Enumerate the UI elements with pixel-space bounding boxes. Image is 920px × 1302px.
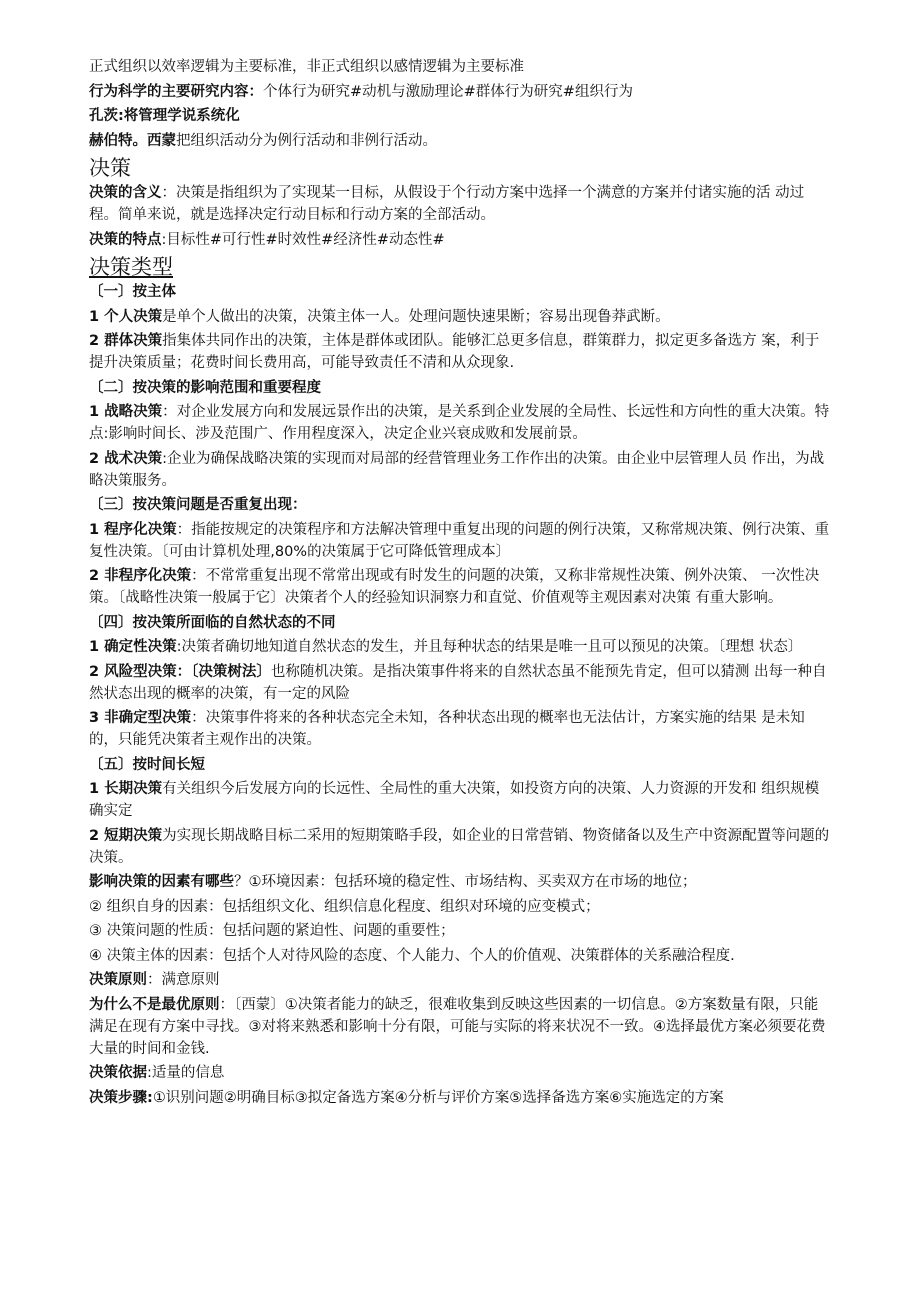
- para-bold: 赫伯特。西蒙: [89, 132, 176, 149]
- item-bold: 影响决策的因素有哪些: [89, 874, 234, 890]
- item-bold: 3 非确定型决策: [89, 710, 192, 726]
- item-1: [89, 306, 831, 328]
- item-3: [89, 377, 831, 399]
- item-bold: 1 个人决策: [89, 308, 163, 325]
- item-text: ④ 决策主体的因素：包括个人对待风险的态度、个人能力、个人的价值观、决策群体的关系融洽程度.: [89, 947, 735, 964]
- item-text: ② 组织自身的因素：包括组织文化、组织信息化程度、组织对环境的应变模式；: [89, 898, 600, 915]
- para-1: [89, 81, 831, 103]
- para-bold: 决策的特点: [89, 231, 162, 248]
- para-0: [89, 56, 831, 78]
- item-bold: 2 短期决策: [89, 827, 163, 844]
- item-21: [89, 994, 831, 1060]
- item-bold: 〔三〕按决策问题是否重复出现：: [89, 497, 307, 513]
- item-bold: 〔五〕按时间长短: [89, 756, 205, 773]
- item-9: [89, 612, 831, 634]
- item-text: 也称随机决策。是指决策事件将来的自然状态虽不能预先肯定，但可以猜测 出每一种自然状态出现的概率的决策，有一定的风险: [89, 663, 827, 702]
- item-11: [89, 661, 831, 705]
- item-16: [89, 871, 831, 893]
- item-bold: 〔一〕按主体: [89, 284, 176, 300]
- item-bold: 1 长期决策: [89, 781, 163, 797]
- item-5: [89, 448, 831, 492]
- item-bold: 〔四〕按决策所面临的自然状态的不同: [89, 614, 336, 631]
- para-text: 正式组织以效率逻辑为主要标准，非正式组织以感情逻辑为主要标准: [89, 59, 524, 75]
- para-2: [89, 105, 831, 127]
- decision-types-body: [89, 281, 831, 1109]
- item-13: [89, 754, 831, 776]
- item-10: [89, 636, 831, 658]
- item-bold: 2 风险型决策：〔决策树法〕: [89, 663, 271, 680]
- item-bold: 为什么不是最优原则: [89, 996, 220, 1013]
- item-2: [89, 330, 831, 374]
- item-text: ：指能按规定的决策程序和方法解决管理中重复出现的问题的例行决策，又称常规决策、例行决策、重复性决策。〔可由计算机处理,80%的决策属于它可降低管理成本〕: [89, 521, 830, 560]
- para-definition: [89, 182, 831, 226]
- item-14: [89, 778, 831, 822]
- item-bold: 2 战术决策: [89, 450, 163, 467]
- item-0: [89, 281, 831, 303]
- item-22: [89, 1062, 831, 1084]
- item-text: ：〔西蒙〕①决策者能力的缺乏，很难收集到反映这些因素的一切信息。②方案数量有限，只能满足在现有方案中寻找。③对将来熟悉和影响十分有限，可能与实际的将来状况不一致。④选择最优方案必须要花费大量的时间和金钱.: [89, 996, 826, 1057]
- para-bold: 孔茨:将管理学说系统化: [89, 108, 240, 124]
- item-4: [89, 401, 831, 445]
- item-bold: 1 确定性决策: [89, 639, 177, 655]
- item-bold: 1 战略决策: [89, 404, 163, 420]
- section-heading-decision-types: 决策类型: [89, 255, 173, 279]
- item-7: [89, 519, 831, 563]
- document-page: [89, 56, 831, 1111]
- para-features: [89, 229, 831, 251]
- item-text: 有关组织今后发展方向的长远性、全局性的重大决策，如投资方向的决策、人力资源的开发和 组织规模确实定: [89, 781, 820, 819]
- item-bold: 1 程序化决策: [89, 521, 177, 538]
- item-8: [89, 565, 831, 609]
- para-text: 个体行为研究#动机与激励理论#群体行为研究#组织行为: [263, 83, 633, 100]
- item-bold: 决策依据: [89, 1065, 147, 1081]
- para-bold: 行为科学的主要研究内容：: [89, 83, 263, 100]
- item-19: [89, 945, 831, 967]
- item-text: ：满意原则: [147, 972, 220, 988]
- item-23: [89, 1087, 831, 1109]
- item-text: :企业为确保战略决策的实现而对局部的经营管理业务工作作出的决策。由企业中层管理人员 作出，为战略决策服务。: [89, 450, 825, 489]
- item-bold: 决策步骤:: [89, 1089, 153, 1106]
- para-text: ：决策是指组织为了实现某一目标，从假设于个行动方案中选择一个满意的方案并付诸实施的活 动过程。简单来说，就是选择决定行动目标和行动方案的全部活动。: [89, 185, 805, 223]
- item-text: 为实现长期战略目标二采用的短期策略手段，如企业的日常营销、物资储备以及生产中资源配置等问题的决策。: [89, 827, 830, 866]
- item-15: [89, 825, 831, 869]
- item-bold: 〔二〕按决策的影响范围和重要程度: [89, 379, 321, 396]
- item-text: ：决策事件将来的各种状态完全未知，各种状态出现的概率也无法估计，方案实施的结果 是未知的，只能凭决策者主观作出的决策。: [89, 710, 805, 748]
- item-bold: 2 非程序化决策: [89, 568, 192, 584]
- para-3: [89, 130, 831, 152]
- section-heading-decision: 决策: [89, 156, 131, 180]
- item-text: :决策者确切地知道自然状态的发生，并且每种状态的结果是唯一且可以预见的决策。〔理想 状态〕: [176, 639, 803, 655]
- item-text: ：对企业发展方向和发展远景作出的决策，是关系到企业发展的全局性、长远性和方向性的重大决策。特点:影响时间长、涉及范围广、作用程度深入，决定企业兴衰成败和发展前景。: [89, 404, 830, 442]
- item-12: [89, 707, 831, 751]
- para-text: :目标性#可行性#时效性#经济性#动态性#: [161, 231, 445, 248]
- item-text: ：不常常重复出现不常常出现或有时发生的问题的决策，又称非常规性决策、例外决策、 一次性决策。〔战略性决策一般属于它〕决策者个人的经验知识洞察力和直觉、价值观等主观因素对决策 有重大影响。: [89, 568, 820, 606]
- para-bold: 决策的含义: [89, 185, 162, 201]
- item-text: 是单个人做出的决策，决策主体一人。处理问题快速果断；容易出现鲁莽武断。: [162, 308, 670, 325]
- item-text: ？①环境因素：包括环境的稳定性、市场结构、买卖双方在市场的地位；: [234, 874, 697, 890]
- item-6: [89, 494, 831, 516]
- item-17: [89, 896, 831, 918]
- item-text: :适量的信息: [147, 1065, 225, 1081]
- item-text: ①识别问题②明确目标③拟定备选方案④分析与评价方案⑤选择备选方案⑥实施选定的方案: [152, 1089, 724, 1106]
- item-bold: 决策原则: [89, 972, 147, 988]
- item-18: [89, 920, 831, 942]
- item-text: 指集体共同作出的决策，主体是群体或团队。能够汇总更多信息，群策群力，拟定更多备选方 案，利于提升决策质量；花费时间长费用高，可能导致责任不清和从众现象.: [89, 333, 820, 371]
- item-20: [89, 969, 831, 991]
- item-text: ③ 决策问题的性质：包括问题的紧迫性、问题的重要性；: [89, 923, 455, 939]
- item-bold: 2 群体决策: [89, 333, 163, 349]
- para-text: 把组织活动分为例行活动和非例行活动。: [176, 132, 437, 149]
